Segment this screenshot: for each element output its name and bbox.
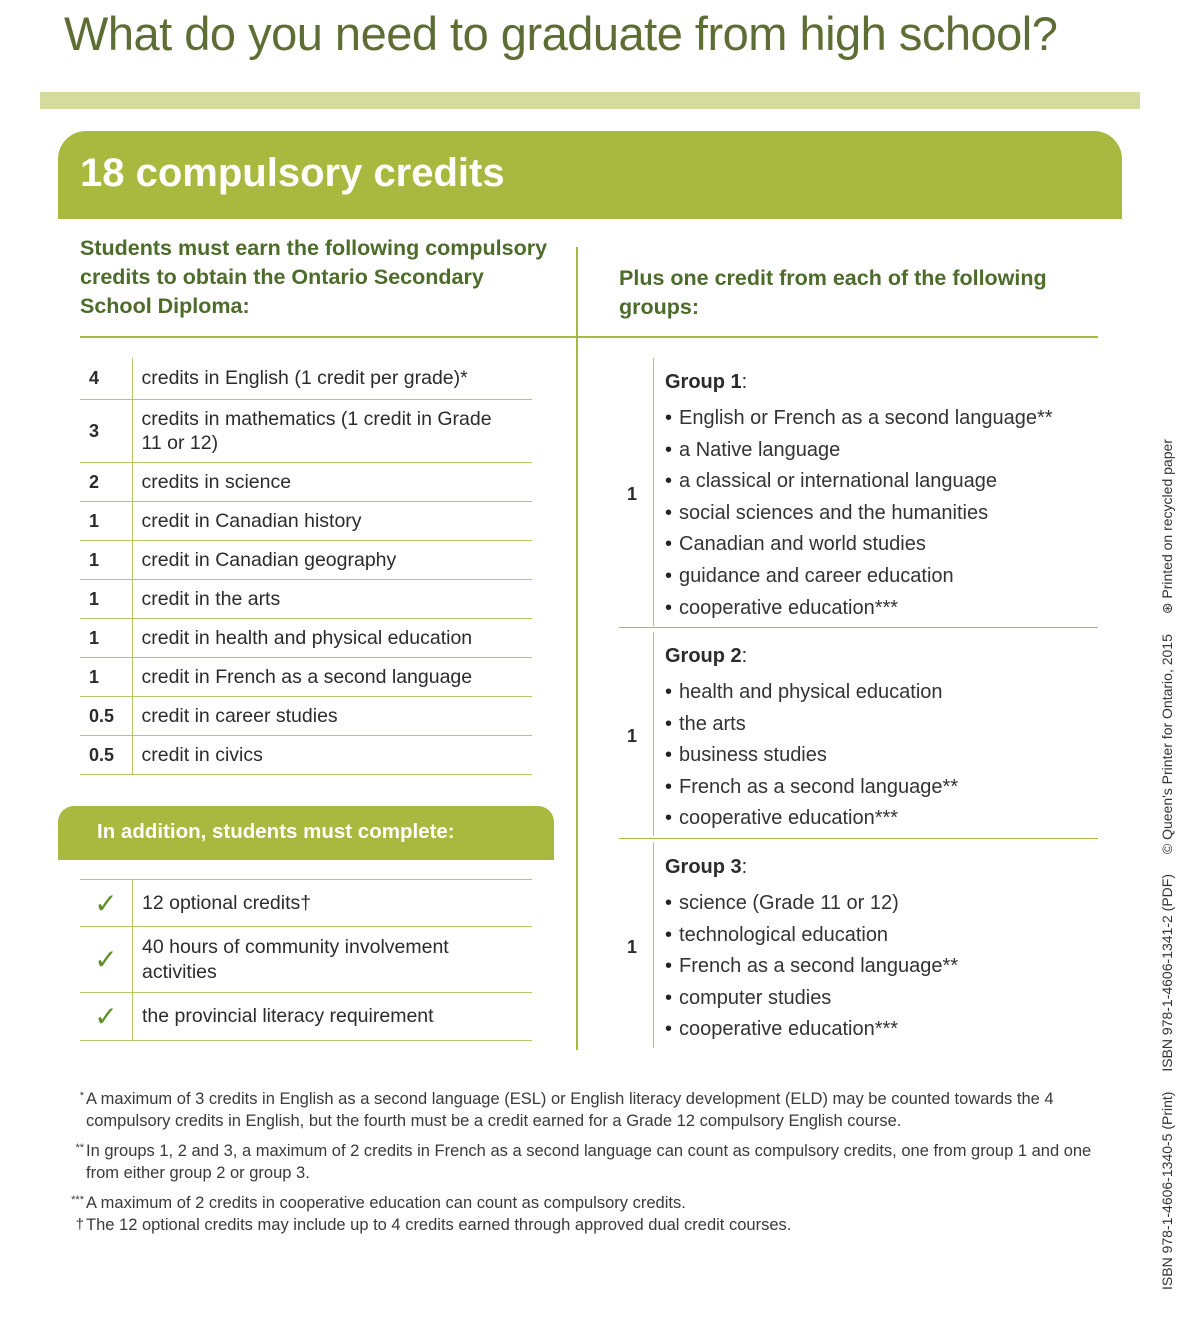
footnote bbox=[64, 1192, 1124, 1214]
list-item: • cooperative education*** bbox=[665, 803, 958, 835]
credit-count: 1 bbox=[80, 657, 132, 696]
group-list bbox=[665, 888, 958, 1046]
isbn-pdf: ISBN 978-1-4606-1341-2 (PDF) bbox=[1159, 874, 1175, 1072]
credit-description: credit in career studies bbox=[132, 696, 532, 735]
group-credit-count: 1 bbox=[627, 726, 638, 746]
column-divider bbox=[576, 247, 578, 1050]
footnote-text: A maximum of 3 credits in English as a second language (ESL) or English literacy development (ELD) may be counted towards the 4 compulsory credits in English, but the fourth must be a credit earned for a Grade 12 compulsory English course. bbox=[86, 1090, 1054, 1130]
footnote bbox=[64, 1140, 1124, 1184]
groups-heading: Plus one credit from each of the following groups: bbox=[619, 266, 1047, 319]
table-row bbox=[80, 993, 532, 1041]
compulsory-banner bbox=[58, 131, 1122, 219]
table-row bbox=[80, 735, 532, 774]
group-name: Group 1 bbox=[665, 371, 742, 393]
recycled-paper-note: ⊛ Printed on recycled paper bbox=[1159, 439, 1175, 615]
list-item: • a Native language bbox=[665, 435, 1053, 467]
footnote-text: The 12 optional credits may include up to 4 credits earned through approved dual credit courses. bbox=[86, 1216, 792, 1234]
list-item: • technological education bbox=[665, 920, 958, 952]
list-item: • cooperative education*** bbox=[665, 1014, 958, 1046]
requirement-text: the provincial literacy requirement bbox=[133, 993, 533, 1041]
credit-description: credits in science bbox=[132, 462, 532, 501]
credit-count: 2 bbox=[80, 462, 132, 501]
page-title: What do you need to graduate from high school? bbox=[64, 7, 1058, 60]
title-rule bbox=[40, 92, 1140, 109]
list-item: • computer studies bbox=[665, 983, 958, 1015]
footnote-text: A maximum of 2 credits in cooperative education can count as compulsory credits. bbox=[86, 1194, 686, 1212]
list-item: • a classical or international language bbox=[665, 466, 1053, 498]
group-credit-count: 1 bbox=[627, 937, 638, 957]
table-row bbox=[80, 540, 532, 579]
check-icon: ✓ bbox=[80, 880, 133, 927]
list-item: • the arts bbox=[665, 709, 958, 741]
list-item: • cooperative education*** bbox=[665, 593, 1053, 625]
credit-count: 0.5 bbox=[80, 696, 132, 735]
table-row bbox=[80, 501, 532, 540]
footnote-mark: * bbox=[79, 1090, 84, 1102]
group-colon: : bbox=[741, 371, 748, 393]
group-title bbox=[665, 370, 1053, 394]
check-icon: ✓ bbox=[80, 993, 133, 1041]
group-divider bbox=[619, 838, 1098, 839]
credit-description: credit in French as a second language bbox=[132, 657, 532, 696]
footnote-mark: *** bbox=[71, 1194, 84, 1206]
isbn-print: ISBN 978-1-4606-1340-5 (Print) bbox=[1159, 1091, 1175, 1290]
left-heading-rule bbox=[80, 336, 576, 338]
list-item: • English or French as a second language** bbox=[665, 403, 1053, 435]
list-item: • French as a second language** bbox=[665, 951, 958, 983]
group-title bbox=[665, 855, 958, 879]
table-row bbox=[80, 399, 532, 462]
group-body bbox=[653, 632, 958, 836]
table-row bbox=[80, 579, 532, 618]
list-item: • social sciences and the humanities bbox=[665, 498, 1053, 530]
credit-description: credit in health and physical education bbox=[132, 618, 532, 657]
right-heading-rule bbox=[578, 336, 1098, 338]
table-row bbox=[80, 927, 532, 993]
group-name: Group 2 bbox=[665, 645, 742, 667]
group-body bbox=[653, 358, 1053, 626]
credit-description: credit in civics bbox=[132, 735, 532, 774]
addition-label: In addition, students must complete: bbox=[97, 820, 455, 843]
copyright-notice: © Queen's Printer for Ontario, 2015 bbox=[1159, 634, 1175, 855]
credit-count: 1 bbox=[80, 501, 132, 540]
group-divider bbox=[619, 627, 1098, 628]
table-row bbox=[80, 880, 532, 927]
group-list bbox=[665, 677, 958, 835]
list-item: • business studies bbox=[665, 740, 958, 772]
footnote-mark: ** bbox=[75, 1142, 84, 1154]
credit-count: 1 bbox=[80, 579, 132, 618]
group-title bbox=[665, 644, 958, 668]
requirement-text: 40 hours of community involvement activities bbox=[133, 927, 533, 993]
credit-count: 1 bbox=[80, 540, 132, 579]
group-list bbox=[665, 403, 1053, 624]
footnote-mark: † bbox=[75, 1216, 84, 1233]
credit-count: 0.5 bbox=[80, 735, 132, 774]
table-row bbox=[80, 618, 532, 657]
check-icon: ✓ bbox=[80, 927, 133, 993]
credit-count: 1 bbox=[80, 618, 132, 657]
table-row bbox=[80, 462, 532, 501]
banner-title: 18 compulsory credits bbox=[80, 151, 505, 195]
footnote bbox=[64, 1214, 1124, 1236]
group-credit-count: 1 bbox=[627, 484, 638, 504]
group-body bbox=[653, 843, 958, 1048]
additional-requirements-table bbox=[80, 879, 532, 1041]
footnote bbox=[64, 1088, 1124, 1132]
group-colon: : bbox=[741, 856, 748, 878]
table-row bbox=[80, 696, 532, 735]
list-item: • French as a second language** bbox=[665, 772, 958, 804]
credit-description: credits in mathematics (1 credit in Grade 11 or 12) bbox=[132, 399, 532, 462]
requirement-text: 12 optional credits† bbox=[133, 880, 533, 927]
credit-description: credit in Canadian history bbox=[132, 501, 532, 540]
compulsory-heading: Students must earn the following compulsory credits to obtain the Ontario Secondary School Diploma: bbox=[80, 236, 548, 318]
credit-description: credits in English (1 credit per grade)* bbox=[132, 358, 532, 399]
credit-count: 3 bbox=[80, 399, 132, 462]
footnotes bbox=[64, 1088, 1124, 1236]
addition-banner bbox=[58, 806, 554, 860]
table-row bbox=[80, 657, 532, 696]
credit-description: credit in the arts bbox=[132, 579, 532, 618]
list-item: • guidance and career education bbox=[665, 561, 1053, 593]
group-colon: : bbox=[741, 645, 748, 667]
credit-description: credit in Canadian geography bbox=[132, 540, 532, 579]
compulsory-credits-table bbox=[80, 358, 532, 775]
table-row bbox=[80, 358, 532, 399]
group-name: Group 3 bbox=[665, 856, 742, 878]
footnote-text: In groups 1, 2 and 3, a maximum of 2 credits in French as a second language can count as compulsory credits, one from group 1 and one from either group 2 or group 3. bbox=[86, 1142, 1092, 1182]
publication-info bbox=[1150, 310, 1184, 1290]
credit-count: 4 bbox=[80, 358, 132, 399]
list-item: • health and physical education bbox=[665, 677, 958, 709]
list-item: • Canadian and world studies bbox=[665, 529, 1053, 561]
list-item: • science (Grade 11 or 12) bbox=[665, 888, 958, 920]
